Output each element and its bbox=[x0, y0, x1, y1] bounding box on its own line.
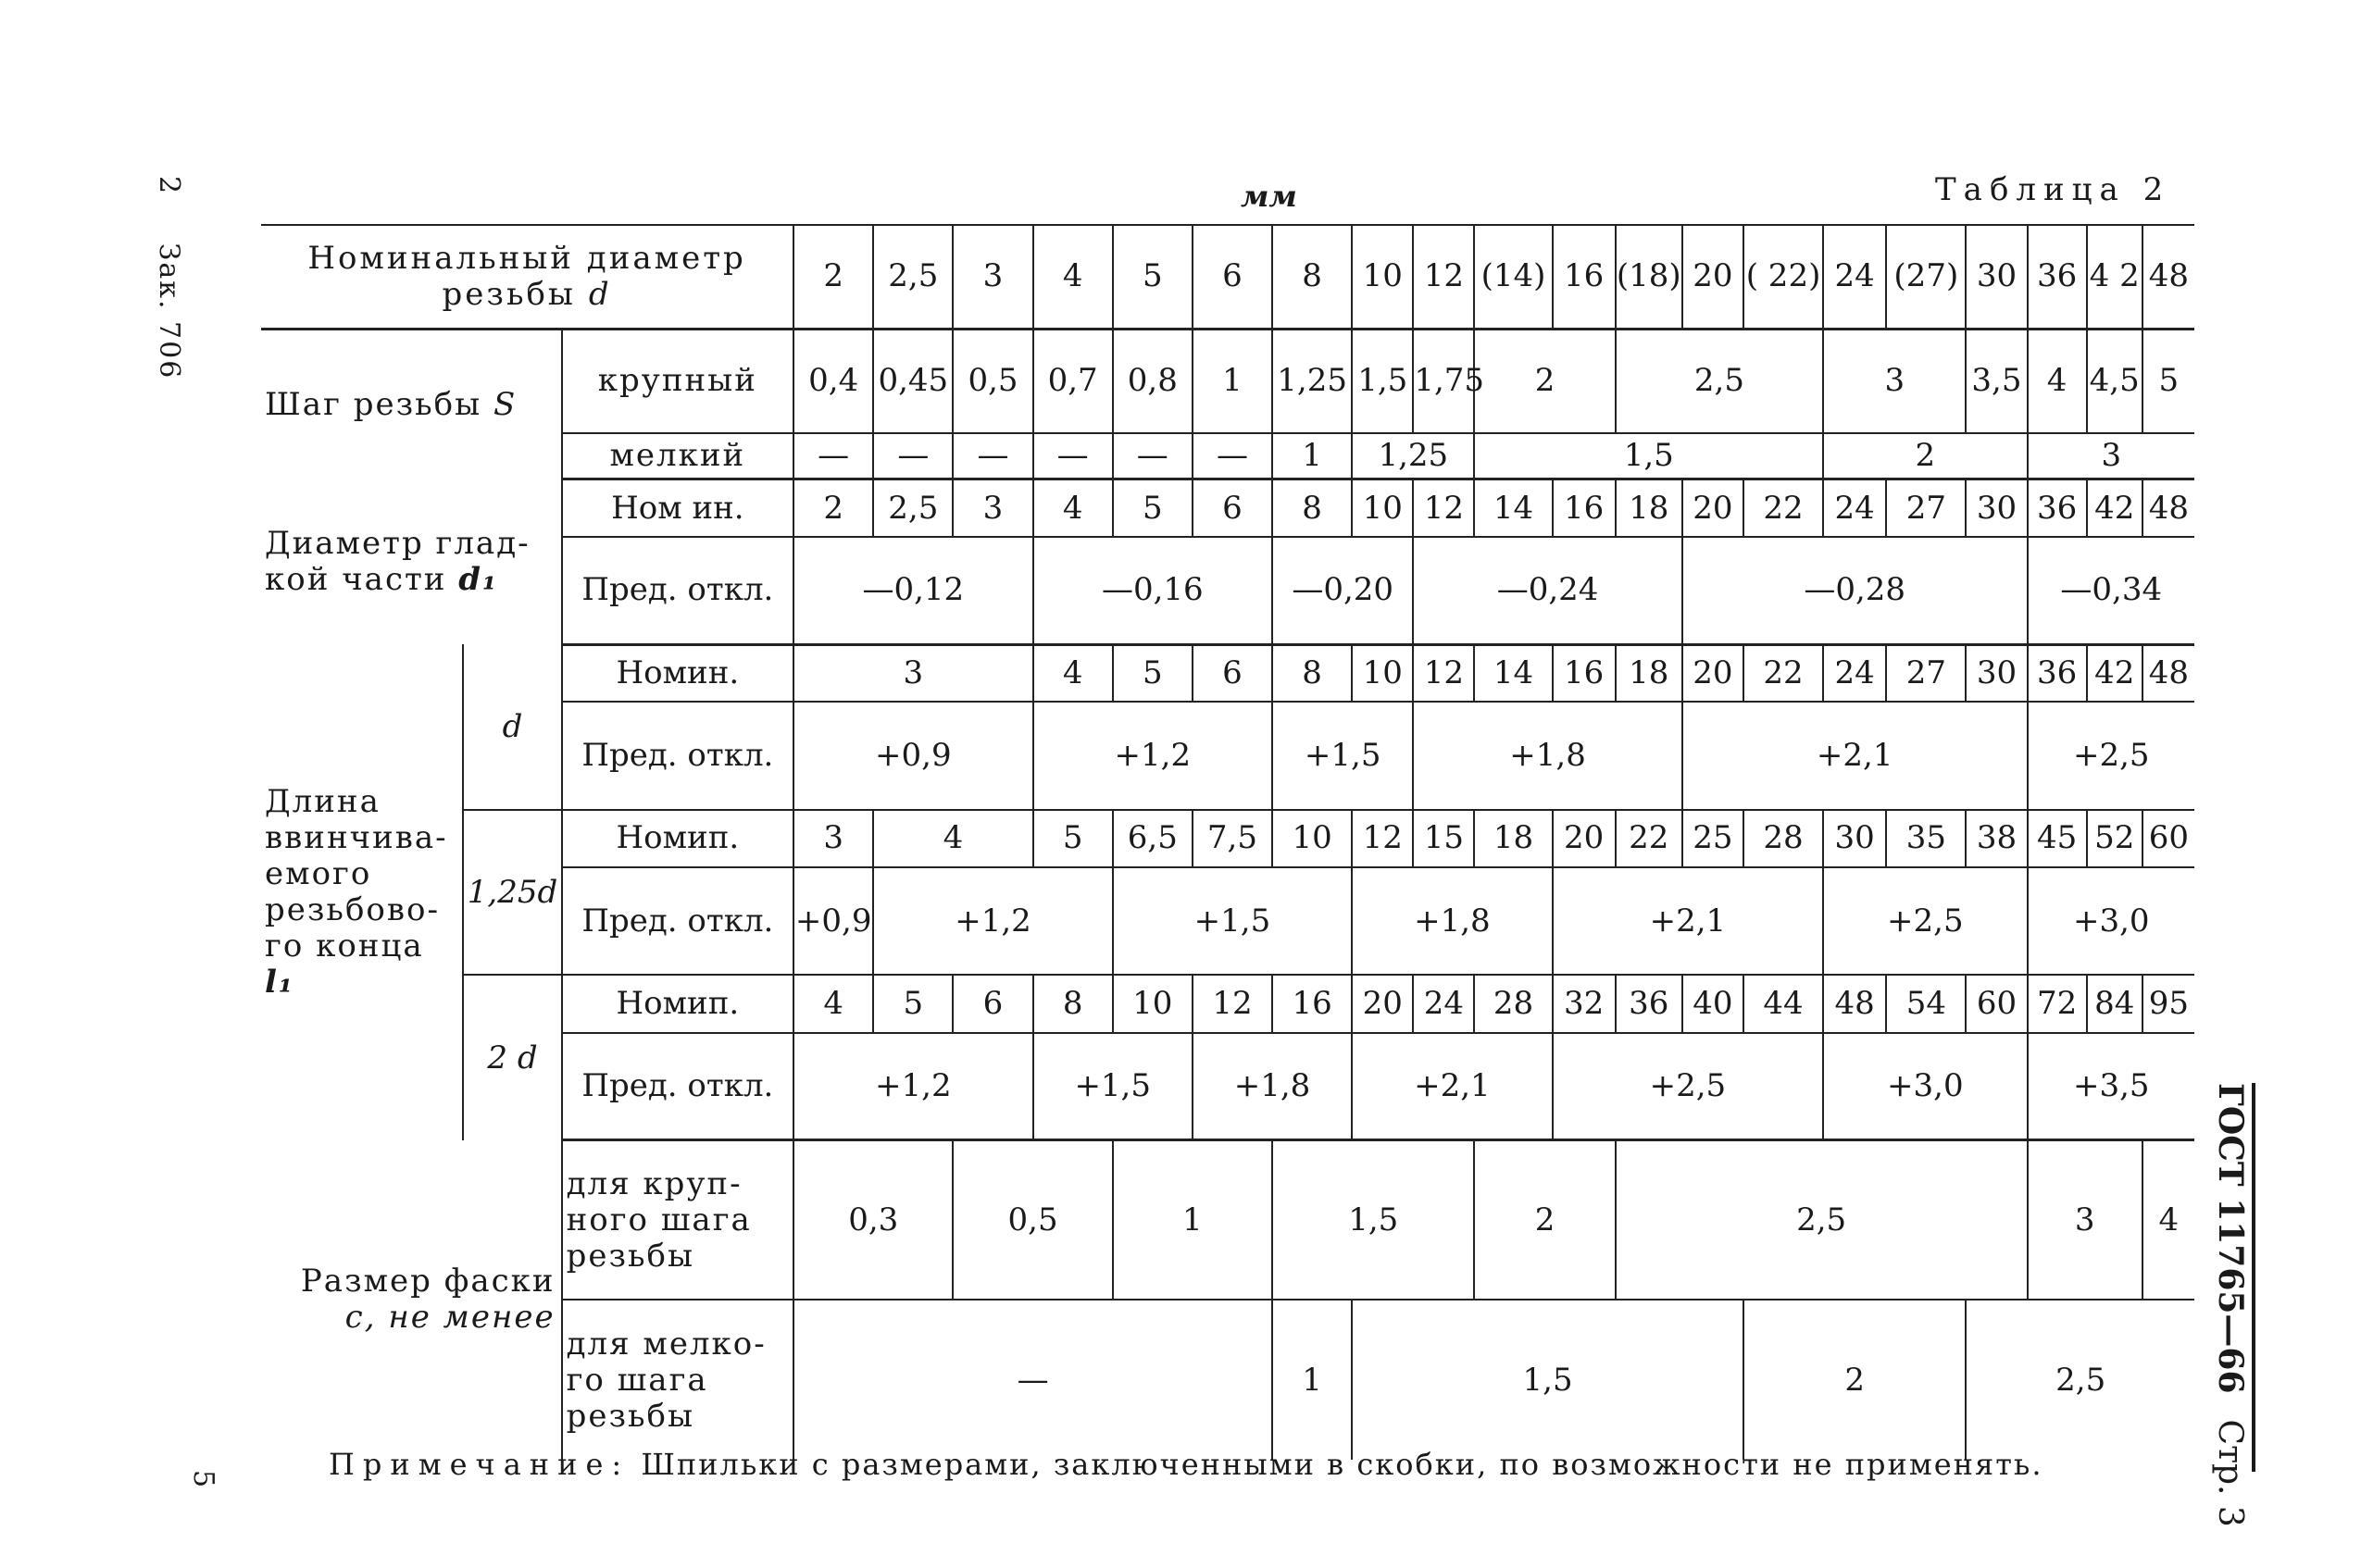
l1-cell: 12 bbox=[1193, 975, 1272, 1032]
d1-cell: 30 bbox=[1966, 479, 2027, 537]
pitch-cell: 0,5 bbox=[953, 329, 1032, 432]
l1-cell: 45 bbox=[2028, 810, 2087, 867]
l1-cell: 5 bbox=[873, 975, 953, 1032]
tolerance-cell: +2,1 bbox=[1553, 867, 1824, 975]
fine-cell: — bbox=[953, 433, 1032, 479]
l1-cell: 22 bbox=[1743, 644, 1823, 702]
pitch-cell: 2 bbox=[1474, 329, 1615, 432]
l1-cell: 7,5 bbox=[1193, 810, 1272, 867]
l1-cell: 36 bbox=[2028, 644, 2087, 702]
l1-cell: 20 bbox=[1553, 810, 1616, 867]
side-margin-left bbox=[153, 176, 185, 417]
d1-cell: 5 bbox=[1113, 479, 1193, 537]
diameter-cell: 10 bbox=[1352, 225, 1413, 329]
tolerance-cell: +1,5 bbox=[1033, 1033, 1193, 1140]
length-symbol: l₁ bbox=[265, 964, 294, 1002]
l1-cell: 24 bbox=[1413, 975, 1474, 1032]
l1-cell: 20 bbox=[1352, 975, 1413, 1032]
label-nominal: Номип. bbox=[562, 810, 794, 867]
chamfer-cell: 0,5 bbox=[953, 1140, 1112, 1300]
tolerance-cell: +1,8 bbox=[1193, 1033, 1352, 1140]
d1-cell: 3 bbox=[953, 479, 1032, 537]
l1-cell: 48 bbox=[2142, 644, 2194, 702]
row-l1-125d-nominal bbox=[261, 810, 2194, 867]
tolerance-cell: +1,5 bbox=[1113, 867, 1352, 975]
fine-cell: — bbox=[1033, 433, 1113, 479]
label-tolerance: Пред. откл. bbox=[562, 867, 794, 975]
table-title: Таблица 2 bbox=[1935, 171, 2171, 208]
l1-cell: 48 bbox=[1823, 975, 1886, 1032]
l1-cell: 3 bbox=[793, 810, 873, 867]
l1-cell: 84 bbox=[2087, 975, 2142, 1032]
diameter-cell: (18) bbox=[1616, 225, 1682, 329]
chamfer-cell: 1,5 bbox=[1352, 1300, 1743, 1460]
d1-cell: 6 bbox=[1193, 479, 1272, 537]
l1-cell: 12 bbox=[1413, 644, 1474, 702]
diameter-cell: 5 bbox=[1113, 225, 1193, 329]
d1-cell: 20 bbox=[1682, 479, 1743, 537]
diameter-cell: 12 bbox=[1413, 225, 1474, 329]
units-label: мм bbox=[1241, 179, 1297, 214]
l1-cell: 40 bbox=[1682, 975, 1743, 1032]
row-d1-nominal bbox=[261, 479, 2194, 537]
pitch-cell: 0,45 bbox=[873, 329, 953, 432]
diameter-cell: 20 bbox=[1682, 225, 1743, 329]
l1-cell: 10 bbox=[1272, 810, 1352, 867]
chamfer-symbol: c, не менее bbox=[344, 1299, 556, 1337]
diameter-cell: 36 bbox=[2028, 225, 2087, 329]
l1-cell: 12 bbox=[1352, 810, 1413, 867]
chamfer-cell: 1,5 bbox=[1272, 1140, 1474, 1300]
tolerance-cell: +1,2 bbox=[1033, 702, 1272, 809]
label-nominal: Номин. bbox=[562, 644, 794, 702]
diameter-cell: 3 bbox=[953, 225, 1032, 329]
diameter-cell: ( 22) bbox=[1743, 225, 1823, 329]
pitch-cell: 3,5 bbox=[1966, 329, 2027, 432]
tolerance-cell: +3,0 bbox=[2028, 867, 2194, 975]
d1-cell: 36 bbox=[2028, 479, 2087, 537]
tolerance-cell: —0,16 bbox=[1033, 537, 1272, 644]
d1-cell: 48 bbox=[2142, 479, 2194, 537]
diameter-cell: 6 bbox=[1193, 225, 1272, 329]
footnote bbox=[329, 1447, 2042, 1482]
chamfer-text: Размер фаски bbox=[300, 1263, 556, 1300]
l1-cell: 18 bbox=[1474, 810, 1552, 867]
l1-cell: 54 bbox=[1886, 975, 1966, 1032]
pitch-cell: 4 bbox=[2028, 329, 2087, 432]
fine-cell: — bbox=[1193, 433, 1272, 479]
l1-cell: 25 bbox=[1682, 810, 1743, 867]
pitch-cell: 4,5 bbox=[2087, 329, 2142, 432]
fine-cell: — bbox=[1113, 433, 1193, 479]
tolerance-cell: +1,8 bbox=[1352, 867, 1552, 975]
l1-cell: 60 bbox=[1966, 975, 2027, 1032]
pitch-cell: 0,8 bbox=[1113, 329, 1193, 432]
diameter-cell: 4 2 bbox=[2087, 225, 2142, 329]
l1-cell: 15 bbox=[1413, 810, 1474, 867]
tolerance-cell: +2,1 bbox=[1352, 1033, 1552, 1140]
tolerance-cell: —0,34 bbox=[2028, 537, 2194, 644]
pitch-cell: 5 bbox=[2142, 329, 2194, 432]
pitch-cell: 1,5 bbox=[1352, 329, 1413, 432]
fine-cell: 1,25 bbox=[1352, 433, 1474, 479]
l1-cell: 95 bbox=[2142, 975, 2194, 1032]
tolerance-cell: +3,0 bbox=[1823, 1033, 2027, 1140]
chamfer-cell: 1 bbox=[1272, 1300, 1352, 1460]
l1-cell: 8 bbox=[1272, 644, 1352, 702]
tolerance-cell: +1,5 bbox=[1272, 702, 1413, 809]
diameter-cell: 16 bbox=[1553, 225, 1616, 329]
thread-pitch-symbol: S bbox=[493, 385, 518, 423]
l1-cell: 42 bbox=[2087, 644, 2142, 702]
chamfer-cell: — bbox=[793, 1300, 1272, 1460]
chamfer-cell: 1 bbox=[1113, 1140, 1272, 1300]
chamfer-cell: 2,5 bbox=[1966, 1300, 2194, 1460]
diameter-cell: 48 bbox=[2142, 225, 2194, 329]
diameter-cell: 8 bbox=[1272, 225, 1352, 329]
label-thread-pitch bbox=[261, 329, 562, 479]
chamfer-cell: 2 bbox=[1474, 1140, 1615, 1300]
smooth-diameter-symbol: d₁ bbox=[458, 561, 498, 599]
label-sub-2d: 2 d bbox=[463, 975, 561, 1140]
row-l1-2d-nominal bbox=[261, 975, 2194, 1032]
d1-cell: 12 bbox=[1413, 479, 1474, 537]
label-fine: мелкий bbox=[562, 433, 794, 479]
d1-cell: 8 bbox=[1272, 479, 1352, 537]
d1-cell: 14 bbox=[1474, 479, 1552, 537]
order-number: Зак. 706 bbox=[153, 243, 185, 380]
pitch-cell: 1,75 bbox=[1413, 329, 1474, 432]
chamfer-cell: 2 bbox=[1743, 1300, 1966, 1460]
nominal-diameter-symbol: d bbox=[588, 275, 612, 313]
pitch-cell: 2,5 bbox=[1616, 329, 1823, 432]
label-tolerance: Пред. откл. bbox=[562, 537, 794, 644]
l1-cell: 4 bbox=[793, 975, 873, 1032]
d1-cell: 18 bbox=[1616, 479, 1682, 537]
l1-cell: 20 bbox=[1682, 644, 1743, 702]
diameter-cell: 2 bbox=[793, 225, 873, 329]
d1-cell: 22 bbox=[1743, 479, 1823, 537]
label-coarse: крупный bbox=[562, 329, 794, 432]
d1-cell: 2 bbox=[793, 479, 873, 537]
fine-cell: 1 bbox=[1272, 433, 1352, 479]
d1-cell: 42 bbox=[2087, 479, 2142, 537]
footnote-label: Примечание: bbox=[329, 1447, 631, 1482]
page-number: 2 bbox=[153, 176, 185, 196]
label-fine-pitch: для мелко-го шага резьбы bbox=[562, 1300, 794, 1460]
l1-cell: 24 bbox=[1823, 644, 1886, 702]
tolerance-cell: —0,28 bbox=[1682, 537, 2028, 644]
pitch-cell: 0,4 bbox=[793, 329, 873, 432]
thread-pitch-text: Шаг резьбы bbox=[265, 385, 482, 423]
label-tolerance: Пред. откл. bbox=[562, 1033, 794, 1140]
l1-cell: 10 bbox=[1352, 644, 1413, 702]
label-smooth-diameter bbox=[261, 479, 562, 645]
tolerance-cell: +1,8 bbox=[1413, 702, 1682, 809]
tolerance-cell: —0,20 bbox=[1272, 537, 1413, 644]
tolerance-cell: +0,9 bbox=[793, 702, 1032, 809]
pitch-cell: 1 bbox=[1193, 329, 1272, 432]
l1-cell: 5 bbox=[1033, 810, 1113, 867]
l1-cell: 8 bbox=[1033, 975, 1113, 1032]
chamfer-cell: 0,3 bbox=[793, 1140, 953, 1300]
l1-cell: 4 bbox=[1033, 644, 1113, 702]
label-sub-d: d bbox=[463, 644, 561, 810]
d1-cell: 16 bbox=[1553, 479, 1616, 537]
diameter-cell: 30 bbox=[1966, 225, 2027, 329]
standard-code: ГОСТ 11765—66 bbox=[2211, 1083, 2250, 1394]
l1-cell: 6 bbox=[1193, 644, 1272, 702]
row-chamfer-coarse bbox=[261, 1140, 2194, 1300]
dimension-table bbox=[261, 224, 2194, 1460]
diameter-cell: (27) bbox=[1886, 225, 1966, 329]
diameter-cell: 2,5 bbox=[873, 225, 953, 329]
fine-cell: — bbox=[793, 433, 873, 479]
l1-cell: 16 bbox=[1272, 975, 1352, 1032]
l1-cell: 28 bbox=[1743, 810, 1823, 867]
l1-cell: 18 bbox=[1616, 644, 1682, 702]
tolerance-cell: +2,1 bbox=[1682, 702, 2028, 809]
diameter-cell: (14) bbox=[1474, 225, 1552, 329]
l1-cell: 5 bbox=[1113, 644, 1193, 702]
length-text: Длина ввинчива-емого резьбово-го конца bbox=[265, 782, 448, 965]
d1-cell: 4 bbox=[1033, 479, 1113, 537]
tolerance-cell: +2,5 bbox=[1823, 867, 2027, 975]
fine-cell: 3 bbox=[2028, 433, 2194, 479]
side-margin-right bbox=[2211, 1083, 2250, 1527]
l1-cell: 38 bbox=[1966, 810, 2027, 867]
l1-cell: 10 bbox=[1113, 975, 1193, 1032]
row-l1-d-nominal bbox=[261, 644, 2194, 702]
chamfer-cell: 3 bbox=[2028, 1140, 2142, 1300]
row-pitch-coarse bbox=[261, 329, 2194, 432]
label-nominal-diameter bbox=[261, 225, 793, 329]
smooth-diameter-text: Диаметр глад-кой части bbox=[265, 524, 531, 599]
tolerance-cell: +2,5 bbox=[2028, 702, 2194, 809]
l1-cell: 14 bbox=[1474, 644, 1552, 702]
footnote-text: Шпильки с размерами, заключенными в скобки, по возможности не применять. bbox=[641, 1447, 2043, 1482]
d1-cell: 24 bbox=[1823, 479, 1886, 537]
d1-cell: 10 bbox=[1352, 479, 1413, 537]
fine-cell: — bbox=[873, 433, 953, 479]
tolerance-cell: —0,12 bbox=[793, 537, 1032, 644]
label-coarse-pitch: для круп-ного шага резьбы bbox=[562, 1140, 794, 1300]
l1-cell: 52 bbox=[2087, 810, 2142, 867]
label-nominal: Номип. bbox=[562, 975, 794, 1032]
l1-cell: 60 bbox=[2142, 810, 2194, 867]
l1-cell: 6 bbox=[953, 975, 1032, 1032]
l1-cell: 6,5 bbox=[1113, 810, 1193, 867]
d1-cell: 27 bbox=[1886, 479, 1966, 537]
tolerance-cell: +1,2 bbox=[793, 1033, 1032, 1140]
l1-cell: 4 bbox=[873, 810, 1032, 867]
chamfer-cell: 2,5 bbox=[1616, 1140, 2028, 1300]
d1-cell: 2,5 bbox=[873, 479, 953, 537]
label-tolerance: Пред. откл. bbox=[562, 702, 794, 809]
label-length bbox=[261, 644, 463, 1140]
tolerance-cell: +2,5 bbox=[1553, 1033, 1824, 1140]
l1-cell: 16 bbox=[1553, 644, 1616, 702]
l1-cell: 3 bbox=[793, 644, 1032, 702]
side-bottom-number: 5 bbox=[187, 1469, 220, 1488]
l1-cell: 28 bbox=[1474, 975, 1552, 1032]
l1-cell: 35 bbox=[1886, 810, 1966, 867]
row-nominal-diameter bbox=[261, 225, 2194, 329]
label-nominal: Ном ин. bbox=[562, 479, 794, 537]
margin-rule bbox=[2252, 1083, 2255, 1472]
tolerance-cell: +1,2 bbox=[873, 867, 1112, 975]
chamfer-cell: 4 bbox=[2142, 1140, 2194, 1300]
l1-cell: 72 bbox=[2028, 975, 2087, 1032]
label-sub-125d: 1,25d bbox=[463, 810, 561, 976]
l1-cell: 32 bbox=[1553, 975, 1616, 1032]
diameter-cell: 4 bbox=[1033, 225, 1113, 329]
l1-cell: 30 bbox=[1823, 810, 1886, 867]
tolerance-cell: +3,5 bbox=[2028, 1033, 2194, 1140]
diameter-cell: 24 bbox=[1823, 225, 1886, 329]
l1-cell: 36 bbox=[1616, 975, 1682, 1032]
l1-cell: 44 bbox=[1743, 975, 1823, 1032]
nominal-diameter-text: Номинальный диаметр резьбы bbox=[307, 239, 746, 313]
l1-cell: 27 bbox=[1886, 644, 1966, 702]
label-chamfer bbox=[261, 1140, 562, 1460]
l1-cell: 22 bbox=[1616, 810, 1682, 867]
pitch-cell: 1,25 bbox=[1272, 329, 1352, 432]
pitch-cell: 3 bbox=[1823, 329, 1966, 432]
tolerance-cell: —0,24 bbox=[1413, 537, 1682, 644]
tolerance-cell: +0,9 bbox=[793, 867, 873, 975]
fine-cell: 2 bbox=[1823, 433, 2027, 479]
fine-cell: 1,5 bbox=[1474, 433, 1823, 479]
pitch-cell: 0,7 bbox=[1033, 329, 1113, 432]
l1-cell: 30 bbox=[1966, 644, 2027, 702]
page-ref: Стр. 3 bbox=[2211, 1419, 2249, 1527]
